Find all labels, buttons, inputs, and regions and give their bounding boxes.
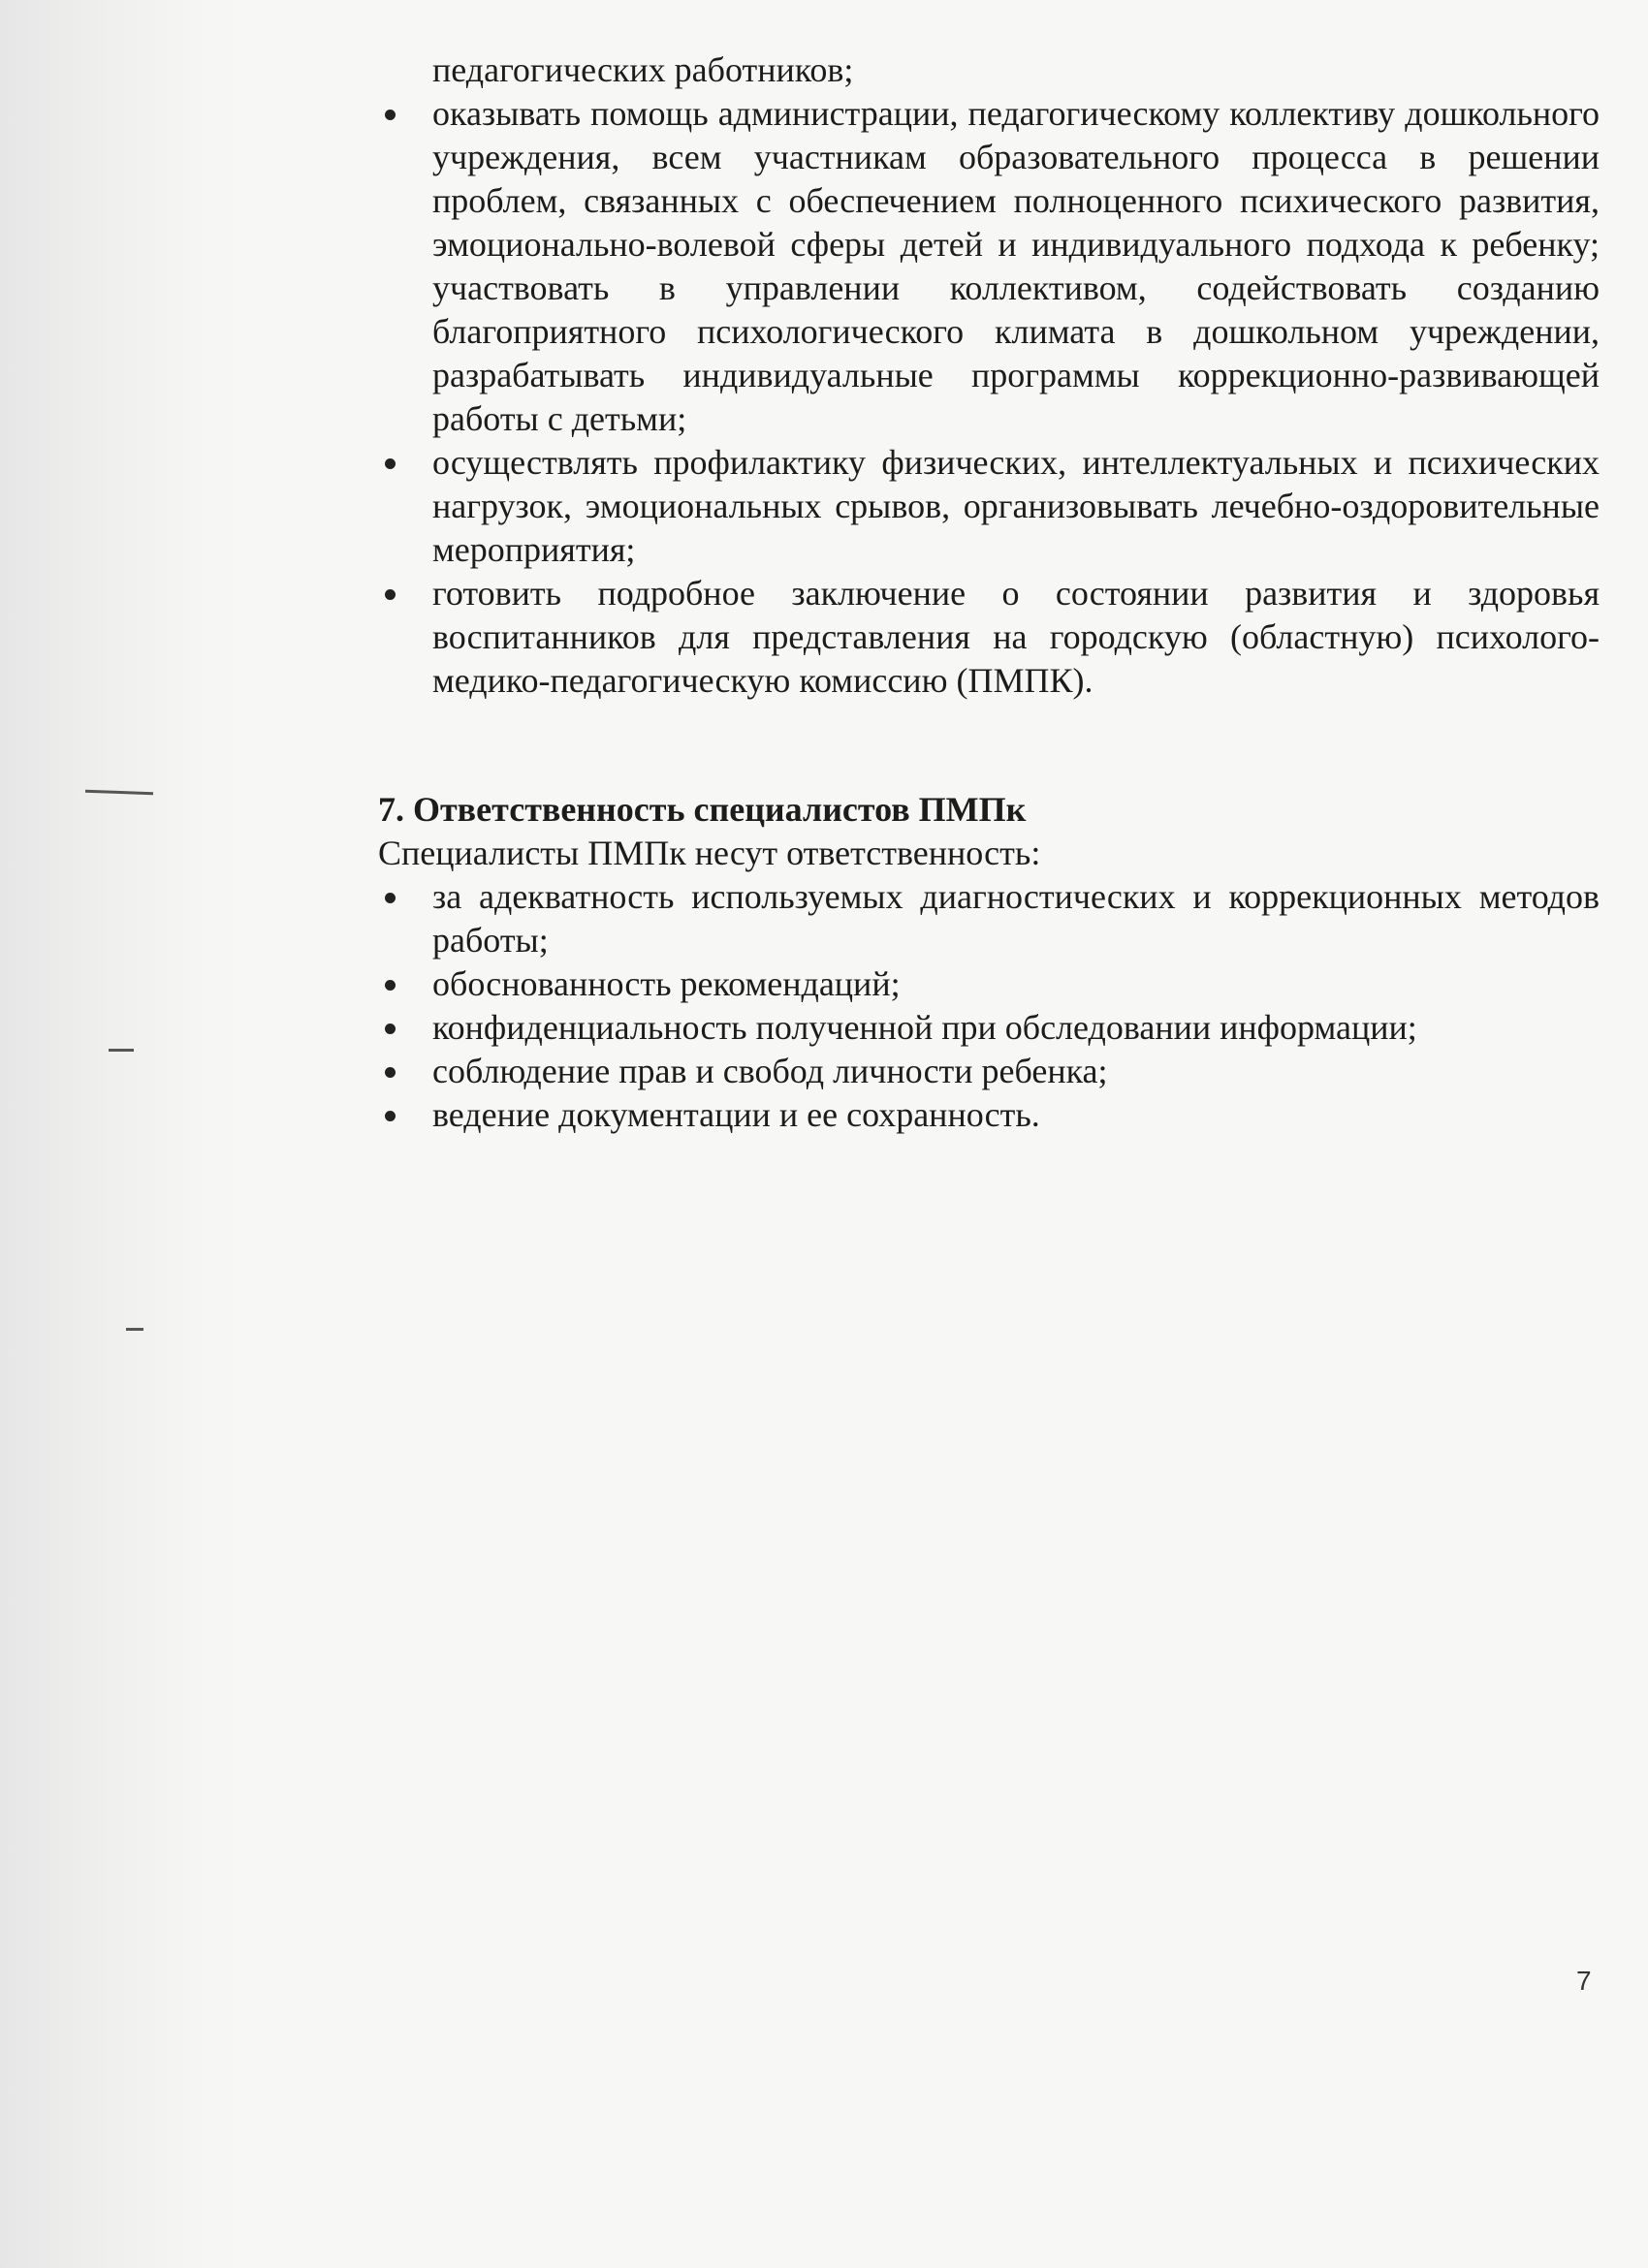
list-item: обоснованность рекомендаций; xyxy=(378,962,1600,1006)
page-number: 7 xyxy=(1576,1966,1592,1996)
list-item: оказывать помощь администрации, педагогическому коллективу дошкольного учреждения, всем участникам образовательного процесса в решении проблем, связанных с обеспечением полноценного психического развития, эмоционально-волевой сферы детей и индивидуального подхода к ребенку; участвовать в управлении коллективом, содействовать созданию благоприятного психологического климата в дошкольном учреждении, разрабатывать индивидуальные программы коррекционно-развивающей работы с детьми; xyxy=(378,92,1600,441)
list-item: соблюдение прав и свобод личности ребенка; xyxy=(378,1050,1600,1093)
list-item: готовить подробное заключение о состоянии развития и здоровья воспитанников для представления на городскую (областную) психолого-медико-педагогическую комиссию (ПМПК). xyxy=(378,572,1600,703)
list-item: ведение документации и ее сохранность. xyxy=(378,1093,1600,1137)
list-item: конфиденциальность полученной при обследовании информации; xyxy=(378,1006,1600,1050)
section-heading: 7. Ответственность специалистов ПМПк xyxy=(378,790,1027,829)
document-body xyxy=(378,48,1600,1137)
duties-list xyxy=(378,92,1600,703)
responsibility-list xyxy=(378,875,1600,1137)
list-item: осуществлять профилактику физических, интеллектуальных и психических нагрузок, эмоциональных срывов, организовывать лечебно-оздоровительные мероприятия; xyxy=(378,441,1600,572)
scan-binding-shadow xyxy=(0,0,252,2268)
binding-mark xyxy=(109,1049,134,1052)
binding-mark xyxy=(126,1328,143,1331)
list-item: за адекватность используемых диагностических и коррекционных методов работы; xyxy=(378,875,1600,962)
section-intro: Специалисты ПМПк несут ответственность: xyxy=(378,834,1041,872)
continuation-line: педагогических работников; xyxy=(432,50,854,89)
